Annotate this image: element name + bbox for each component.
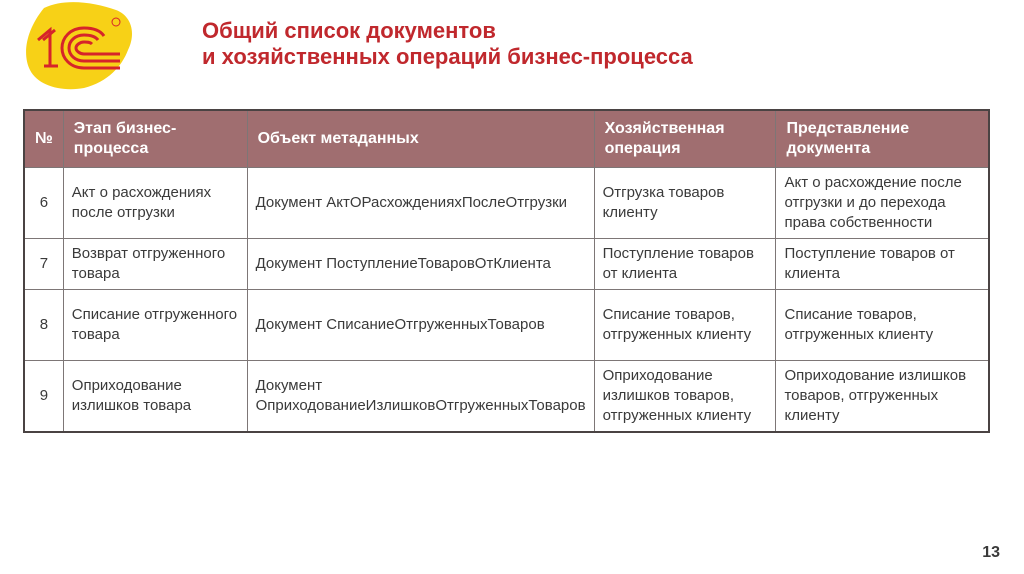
presentation-cell: Списание товаров, отгруженных клиенту xyxy=(776,290,989,361)
operation-cell: Оприходование излишков товаров, отгруженных клиенту xyxy=(594,361,776,433)
column-header-stage: Этап бизнес-процесса xyxy=(63,110,247,168)
row-number: 9 xyxy=(24,361,63,433)
title-line-2: и хозяйственных операций бизнес-процесса xyxy=(202,44,693,69)
table-row xyxy=(24,290,989,361)
title-line-1: Общий список документов xyxy=(202,18,496,43)
object-cell: Документ ОприходованиеИзлишковОтгруженныхТоваров xyxy=(247,361,594,433)
row-number: 6 xyxy=(24,168,63,239)
stage-cell: Оприходование излишков товара xyxy=(63,361,247,433)
table-row xyxy=(24,361,989,433)
presentation-cell: Акт о расхождение после отгрузки и до перехода права собственности xyxy=(776,168,989,239)
page-number: 13 xyxy=(982,544,1000,561)
stage-cell: Акт о расхождениях после отгрузки xyxy=(63,168,247,239)
row-number: 8 xyxy=(24,290,63,361)
row-number: 7 xyxy=(24,239,63,290)
table-row xyxy=(24,239,989,290)
stage-cell: Возврат отгруженного товара xyxy=(63,239,247,290)
documents-table xyxy=(23,109,990,433)
operation-cell: Списание товаров, отгруженных клиенту xyxy=(594,290,776,361)
1c-logo xyxy=(24,0,136,92)
column-header-presentation: Представление документа xyxy=(776,110,989,168)
presentation-cell: Оприходование излишков товаров, отгруженных клиенту xyxy=(776,361,989,433)
object-cell: Документ ПоступлениеТоваровОтКлиента xyxy=(247,239,594,290)
presentation-cell: Поступление товаров от клиента xyxy=(776,239,989,290)
logo-yellow-blob xyxy=(26,2,132,89)
stage-cell: Списание отгруженного товара xyxy=(63,290,247,361)
object-cell: Документ АктОРасхожденияхПослеОтгрузки xyxy=(247,168,594,239)
column-header-operation: Хозяйственная операция xyxy=(594,110,776,168)
operation-cell: Отгрузка товаров клиенту xyxy=(594,168,776,239)
page-title xyxy=(202,18,693,70)
table-row xyxy=(24,168,989,239)
table-header-row xyxy=(24,110,989,168)
operation-cell: Поступление товаров от клиента xyxy=(594,239,776,290)
column-header-object: Объект метаданных xyxy=(247,110,594,168)
column-header-number: № xyxy=(24,110,63,168)
object-cell: Документ СписаниеОтгруженныхТоваров xyxy=(247,290,594,361)
